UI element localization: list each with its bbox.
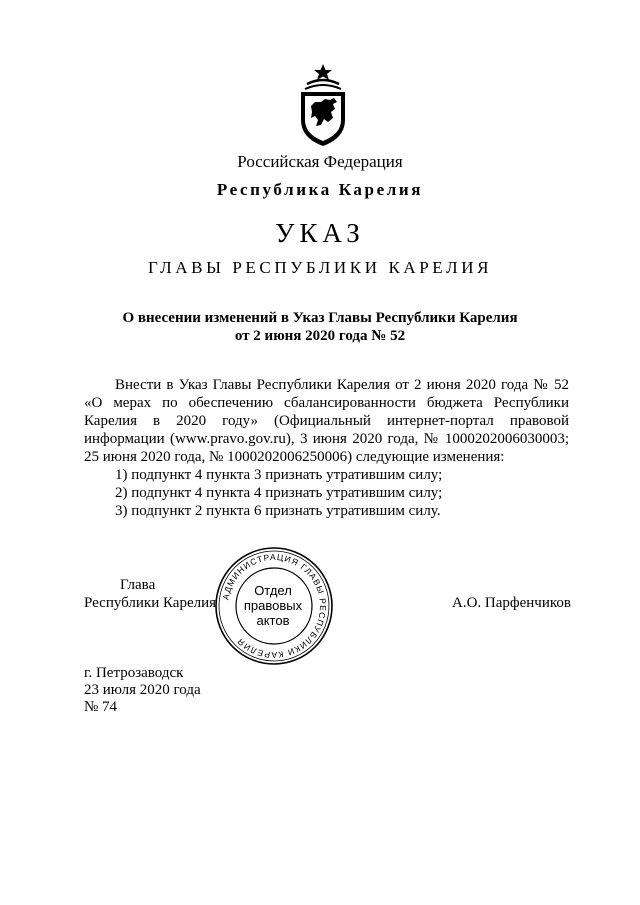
decree-date: 23 июля 2020 года <box>84 682 201 698</box>
stamp-line: правовых <box>243 598 303 613</box>
subject-line: О внесении изменений в Указ Главы Республики Карелия <box>122 310 518 326</box>
list-item: 3) подпункт 2 пункта 6 признать утратившим силу. <box>115 503 441 519</box>
document-type: УКАЗ <box>275 218 365 248</box>
country-name: Российская Федерация <box>237 152 403 171</box>
issuer-title: ГЛАВЫ РЕСПУБЛИКИ КАРЕЛИЯ <box>147 258 493 277</box>
signer-role-line: Республики Карелия <box>84 595 217 611</box>
signer-role-line: Глава <box>120 577 156 593</box>
stamp-center-text <box>243 583 303 628</box>
place-date-number <box>84 665 201 716</box>
stamp-ring-text: АДМИНИСТРАЦИЯ ГЛАВЫ РЕСПУБЛИКИ КАРЕЛИЯ <box>220 551 329 661</box>
decree-subject <box>0 309 640 345</box>
city: г. Петрозаводск <box>84 665 184 681</box>
karelia-coat-of-arms-icon <box>297 62 349 148</box>
decree-body <box>84 376 569 520</box>
list-item: 2) подпункт 4 пункта 4 признать утратившим силу; <box>115 485 443 501</box>
republic-name: Республика Карелия <box>216 180 424 199</box>
stamp-line: актов <box>256 613 290 628</box>
signer-name: А.О. Парфенчиков <box>452 595 571 611</box>
list-item: 1) подпункт 4 пункта 3 признать утратившим силу; <box>115 467 443 483</box>
subject-line: от 2 июня 2020 года № 52 <box>234 328 406 344</box>
stamp-line: Отдел <box>254 583 292 598</box>
decree-number: № 74 <box>84 699 118 715</box>
body-intro: Внести в Указ Главы Республики Карелия от 2 июня 2020 года № 52 «О мерах по обеспечению сбалансированности бюджета Республики Карелия в 2020 году» (Официальный интернет-портал правовой информации (www.pravo.gov.ru), 3 июня 2020 года, № 1000202006030003; 25 июня 2020 года, № 1000202006250006) следующие изменения: <box>84 377 569 465</box>
